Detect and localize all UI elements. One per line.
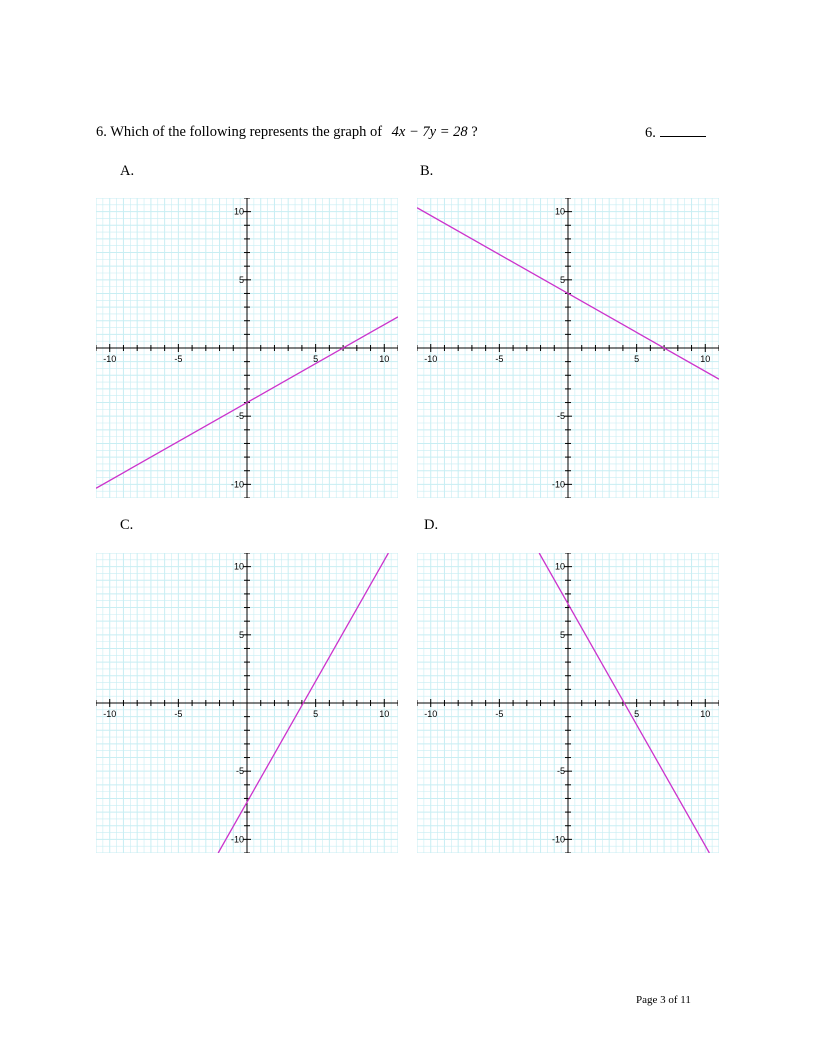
x-tick-label: -10	[103, 709, 117, 719]
y-tick-label: -10	[551, 479, 565, 490]
question-mark: ?	[471, 124, 478, 140]
y-tick-label: 5	[238, 274, 244, 285]
y-tick-label: -5	[556, 766, 565, 777]
graph-option-d[interactable]	[417, 553, 719, 853]
x-tick-label: -5	[174, 709, 183, 719]
x-tick-label: 5	[313, 354, 319, 364]
answer-label: 6.	[645, 125, 656, 141]
answer-line[interactable]	[660, 124, 706, 137]
option-d-label[interactable]: D.	[424, 517, 439, 533]
graph-c-svg	[96, 553, 398, 853]
x-tick-label: -5	[495, 354, 504, 364]
y-tick-label: -5	[235, 411, 244, 422]
y-tick-label: -10	[230, 834, 244, 845]
graph-d-svg	[417, 553, 719, 853]
question-text	[96, 124, 478, 141]
y-tick-label: 5	[559, 274, 565, 285]
y-tick-label: 10	[233, 561, 244, 572]
x-tick-label: -10	[424, 354, 438, 364]
x-tick-label: 10	[700, 709, 711, 719]
y-tick-label: 10	[554, 206, 565, 217]
x-tick-label: 5	[634, 354, 640, 364]
x-tick-label: -5	[174, 354, 183, 364]
question-prompt: 6. Which of the following represents the graph of	[96, 124, 383, 140]
y-tick-label: 10	[554, 561, 565, 572]
y-tick-label: -5	[556, 411, 565, 422]
x-tick-label: 5	[634, 709, 640, 719]
x-tick-label: -10	[424, 709, 438, 719]
y-tick-label: 5	[559, 629, 565, 640]
equation: 4x − 7y = 28	[391, 124, 468, 140]
option-a-label[interactable]: A.	[120, 163, 135, 179]
graph-option-c[interactable]	[96, 553, 398, 853]
x-tick-label: 10	[379, 354, 390, 364]
option-c-label[interactable]: C.	[120, 517, 134, 533]
y-tick-label: 10	[233, 206, 244, 217]
page-number: Page 3 of 11	[636, 994, 691, 1006]
y-tick-label: 5	[238, 629, 244, 640]
x-tick-label: 10	[379, 709, 390, 719]
graph-option-b[interactable]	[417, 198, 719, 498]
graph-a-svg	[96, 198, 398, 498]
x-tick-label: -5	[495, 709, 504, 719]
option-b-label[interactable]: B.	[420, 163, 434, 179]
answer-blank[interactable]	[645, 124, 706, 142]
x-tick-label: 10	[700, 354, 711, 364]
y-tick-label: -5	[235, 766, 244, 777]
x-tick-label: -10	[103, 354, 117, 364]
graph-option-a[interactable]	[96, 198, 398, 498]
graph-b-svg	[417, 198, 719, 498]
y-tick-label: -10	[551, 834, 565, 845]
y-tick-label: -10	[230, 479, 244, 490]
x-tick-label: 5	[313, 709, 319, 719]
